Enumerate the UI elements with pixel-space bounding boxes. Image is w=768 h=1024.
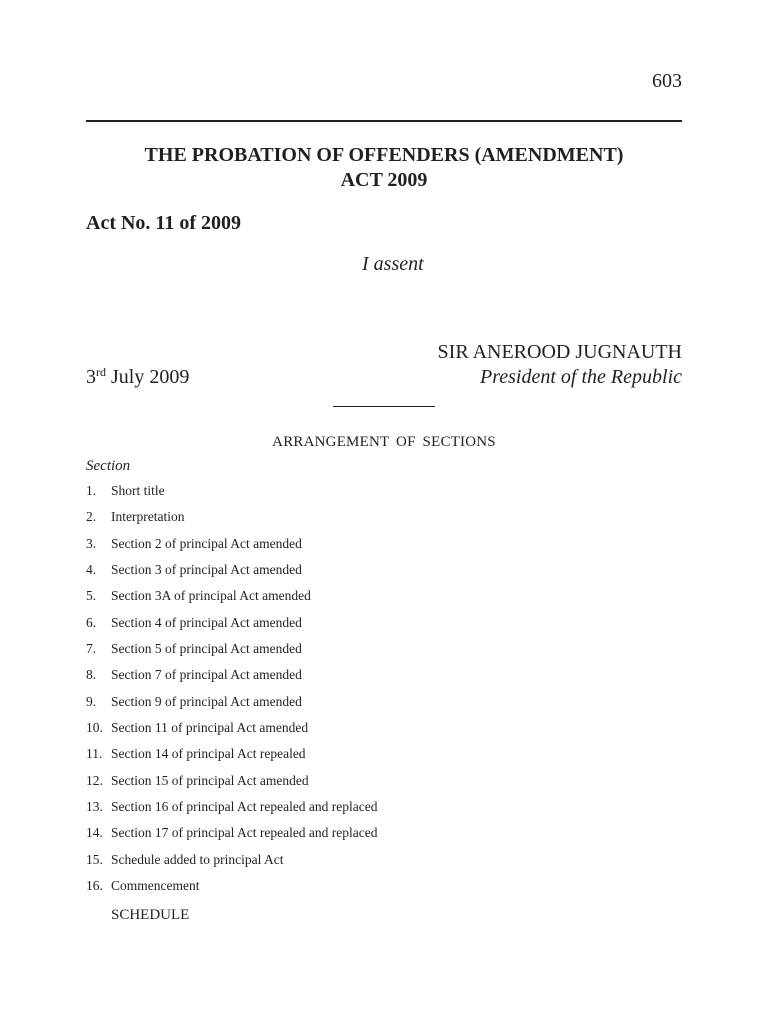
section-item [86,641,378,667]
date-day: 3 [86,366,96,388]
section-item [86,799,378,825]
separator-rule [333,406,435,407]
section-item [86,615,378,641]
sections-list [86,483,378,905]
section-title: Section 2 of principal Act amended [111,535,302,551]
president-name: SIR ANEROOD JUGNAUTH [437,341,682,363]
section-item [86,878,378,904]
section-number: 9. [86,693,97,709]
page-number: 603 [652,70,682,92]
section-item [86,483,378,509]
section-title: Section 9 of principal Act amended [111,693,302,709]
section-title: Schedule added to principal Act [111,851,284,867]
section-item [86,852,378,878]
act-title-line-1: THE PROBATION OF OFFENDERS (AMENDMENT) [144,144,624,166]
section-title: Interpretation [111,509,185,525]
assent-text: I assent [362,253,424,275]
section-number: 10. [86,720,103,736]
schedule-heading: SCHEDULE [111,907,190,923]
top-rule [86,120,682,122]
section-column-label: Section [86,458,131,474]
section-number: 11. [86,746,103,762]
section-number: 8. [86,667,97,683]
section-title: Section 3A of principal Act amended [111,588,311,604]
section-item [86,720,378,746]
section-item [86,562,378,588]
section-title: Section 11 of principal Act amended [111,720,309,736]
date-suffix: rd [96,365,106,379]
section-number: 15. [86,851,103,867]
section-title: Section 17 of principal Act repealed and replaced [111,825,378,841]
section-number: 3. [86,535,97,551]
section-number: 12. [86,772,103,788]
section-number: 13. [86,799,103,815]
president-title: President of the Republic [480,366,682,388]
section-item [86,746,378,772]
section-number: 7. [86,641,97,657]
section-number: 14. [86,825,103,841]
act-title [86,143,682,193]
section-number: 6. [86,614,97,630]
section-title: Section 16 of principal Act repealed and replaced [111,799,378,815]
section-item [86,509,378,535]
date-month-year: July 2009 [106,366,190,388]
section-number: 16. [86,878,103,894]
section-item [86,773,378,799]
act-number: Act No. 11 of 2009 [86,212,241,234]
assent-date [86,366,189,389]
arrangement-heading: ARRANGEMENT OF SECTIONS [272,434,496,450]
section-title: Section 15 of principal Act amended [111,772,309,788]
act-title-line-2: ACT 2009 [340,169,428,191]
section-title: Section 5 of principal Act amended [111,641,302,657]
section-title: Section 14 of principal Act repealed [111,746,306,762]
section-number: 4. [86,562,97,578]
section-number: 1. [86,483,97,498]
section-title: Short title [111,483,165,498]
section-item [86,667,378,693]
section-title: Section 7 of principal Act amended [111,667,302,683]
section-title: Section 4 of principal Act amended [111,614,302,630]
section-item [86,694,378,720]
section-item [86,536,378,562]
section-item [86,825,378,851]
section-number: 2. [86,509,97,525]
section-title: Commencement [111,878,200,894]
section-number: 5. [86,588,97,604]
section-item [86,588,378,614]
section-title: Section 3 of principal Act amended [111,562,302,578]
